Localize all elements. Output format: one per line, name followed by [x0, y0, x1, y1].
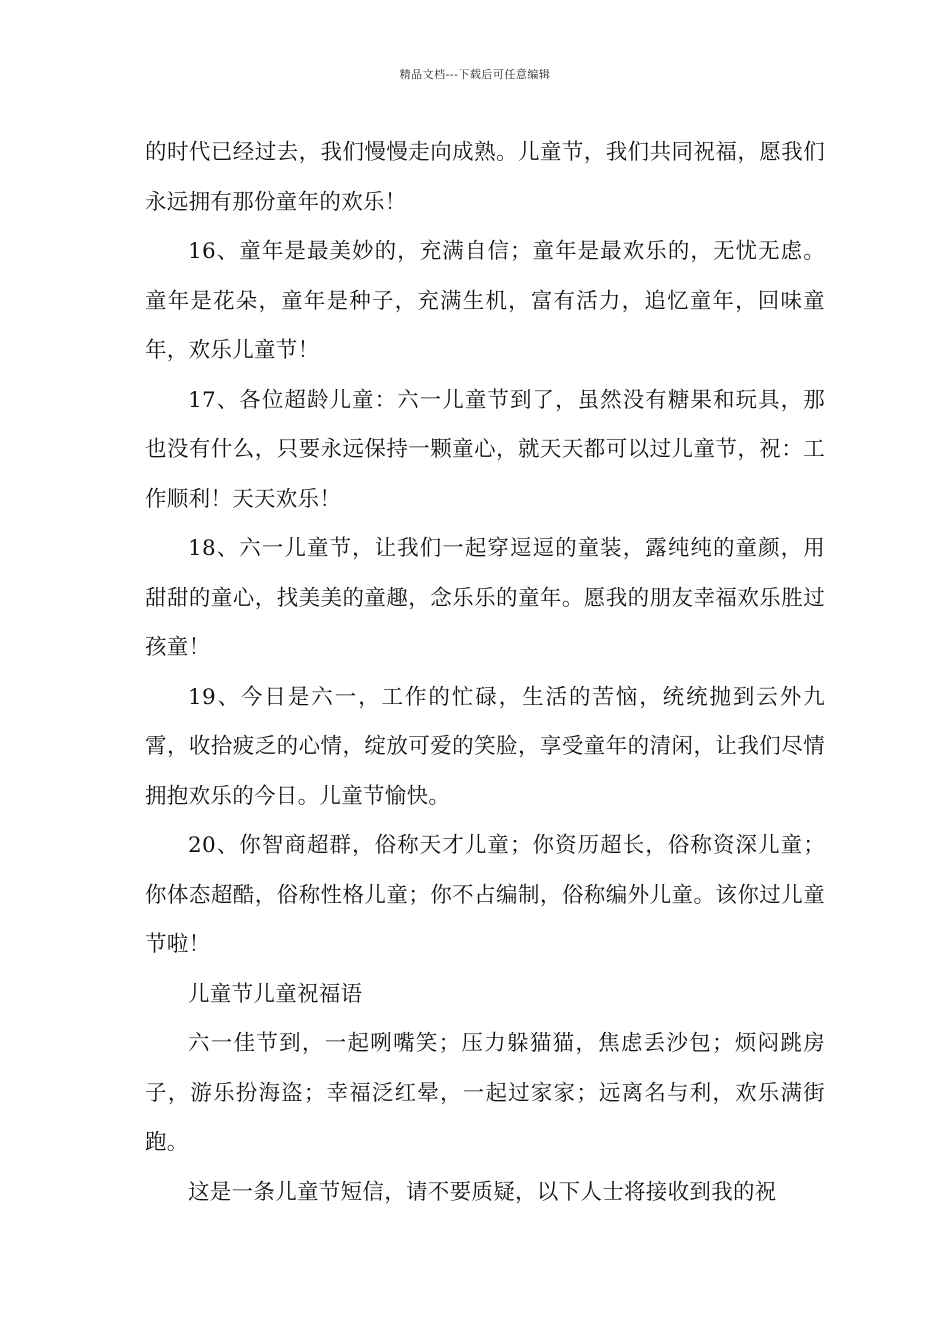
- paragraph-20: 20、你智商超群，俗称天才儿童；你资历超长，俗称资深儿童；你体态超酷，俗称性格儿童；你不占编制，俗称编外儿童。该你过儿童节啦！: [145, 833, 825, 957]
- page-header: 精品文档---下载后可任意编辑: [399, 68, 551, 81]
- paragraph-continuation: 的时代已经过去，我们慢慢走向成熟。儿童节，我们共同祝福，愿我们永远拥有那份童年的欢乐！: [145, 140, 825, 215]
- section-heading: 儿童节儿童祝福语: [188, 981, 363, 1007]
- paragraph-18: 18、六一儿童节，让我们一起穿逗逗的童装，露纯纯的童颜，用甜甜的童心，找美美的童趣，念乐乐的童年。愿我的朋友幸福欢乐胜过孩童！: [145, 536, 825, 660]
- paragraph-17: 17、各位超龄儿童：六一儿童节到了，虽然没有糖果和玩具，那也没有什么，只要永远保持一颗童心，就天天都可以过儿童节，祝：工作顺利！天天欢乐！: [145, 387, 825, 512]
- document-body: [145, 128, 825, 1217]
- paragraph-greeting-1: 六一佳节到，一起咧嘴笑；压力躲猫猫，焦虑丢沙包；烦闷跳房子，游乐扮海盗；幸福泛红晕，一起过家家；远离名与利，欢乐满街跑。: [145, 1031, 825, 1155]
- paragraph-16: 16、童年是最美妙的，充满自信；童年是最欢乐的，无忧无虑。童年是花朵，童年是种子，充满生机，富有活力，追忆童年，回味童年，欢乐儿童节！: [145, 239, 825, 363]
- paragraph-greeting-2: 这是一条儿童节短信，请不要质疑，以下人士将接收到我的祝: [188, 1179, 777, 1205]
- paragraph-19: 19、今日是六一，工作的忙碌，生活的苦恼，统统抛到云外九霄，收拾疲乏的心情，绽放可爱的笑脸，享受童年的清闲，让我们尽情拥抱欢乐的今日。儿童节愉快。: [145, 684, 825, 809]
